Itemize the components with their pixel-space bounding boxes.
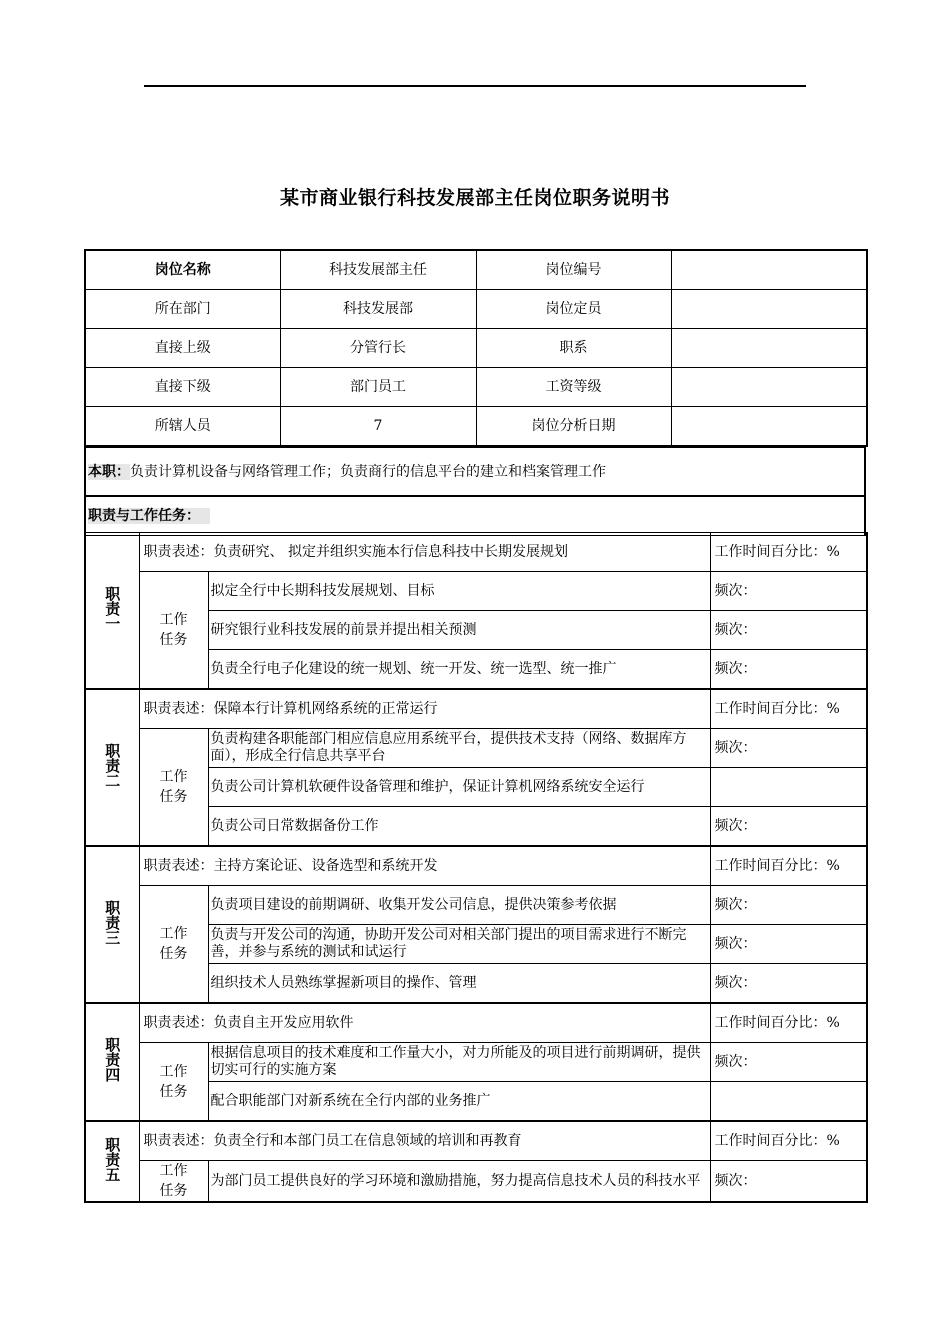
info-label: 职系 xyxy=(476,329,671,368)
task-label: 工作任务 xyxy=(139,886,208,1004)
info-label: 所辖人员 xyxy=(85,407,280,447)
duty-description-row xyxy=(85,1003,867,1043)
frequency[interactable]: 频次： xyxy=(710,729,867,768)
duty-summary-text: 负责计算机设备与网络管理工作；负责商行的信息平台的建立和档案管理工作 xyxy=(130,463,606,480)
info-value: 科技发展部 xyxy=(280,290,476,329)
duties-header: 职责与工作任务： xyxy=(85,497,865,536)
task-text: 负责项目建设的前期调研、收集开发公司信息，提供决策参考依据 xyxy=(208,886,710,925)
duty-name: 职责五 xyxy=(85,1121,139,1202)
task-text: 负责构建各职能部门相应信息应用系统平台，提供技术支持（网络、数据库方面），形成全行信息共享平台 xyxy=(208,729,710,768)
info-value[interactable] xyxy=(671,329,867,368)
duty-description-row xyxy=(85,1121,867,1161)
frequency[interactable] xyxy=(710,768,867,807)
duty-summary xyxy=(85,448,865,497)
duty-name: 职责三 xyxy=(85,846,139,1003)
info-value: 部门员工 xyxy=(280,368,476,407)
time-percentage[interactable]: 工作时间百分比：% xyxy=(710,533,867,572)
task-row xyxy=(85,886,867,925)
info-value[interactable] xyxy=(671,250,867,290)
duty-description: 职责表述：负责全行和本部门员工在信息领域的培训和再教育 xyxy=(139,1121,710,1161)
task-row xyxy=(85,572,867,611)
frequency[interactable]: 频次： xyxy=(710,886,867,925)
task-label: 工作任务 xyxy=(139,1161,208,1203)
duty-description: 职责表述：主持方案论证、设备选型和系统开发 xyxy=(139,846,710,886)
task-text: 负责全行电子化建设的统一规划、统一开发、统一选型、统一推广 xyxy=(208,650,710,690)
info-value: 7 xyxy=(280,407,476,447)
task-text: 组织技术人员熟练掌握新项目的操作、管理 xyxy=(208,964,710,1004)
task-label: 工作任务 xyxy=(139,572,208,690)
info-value[interactable] xyxy=(671,368,867,407)
info-row xyxy=(85,368,867,407)
info-value: 分管行长 xyxy=(280,329,476,368)
info-row xyxy=(85,290,867,329)
duty-description-row xyxy=(85,846,867,886)
info-row xyxy=(85,250,867,290)
duty-name: 职责二 xyxy=(85,689,139,846)
time-percentage[interactable]: 工作时间百分比：% xyxy=(710,1003,867,1043)
task-text: 为部门员工提供良好的学习环境和激励措施，努力提高信息技术人员的科技水平 xyxy=(208,1161,710,1203)
info-label: 所在部门 xyxy=(85,290,280,329)
duty-description: 职责表述：负责研究、 拟定并组织实施本行信息科技中长期发展规划 xyxy=(139,533,710,572)
frequency[interactable]: 频次： xyxy=(710,807,867,847)
duty-description-row xyxy=(85,533,867,572)
frequency[interactable] xyxy=(710,1082,867,1122)
frequency[interactable]: 频次： xyxy=(710,1161,867,1203)
task-label: 工作任务 xyxy=(139,1043,208,1122)
task-row xyxy=(85,729,867,768)
basic-info-table xyxy=(84,249,868,447)
info-label: 工资等级 xyxy=(476,368,671,407)
duty-description: 职责表述：保障本行计算机网络系统的正常运行 xyxy=(139,689,710,729)
info-label: 岗位编号 xyxy=(476,250,671,290)
task-text: 根据信息项目的技术难度和工作量大小，对力所能及的项目进行前期调研，提供切实可行的实施方案 xyxy=(208,1043,710,1082)
frequency[interactable]: 频次： xyxy=(710,611,867,650)
info-label: 直接上级 xyxy=(85,329,280,368)
info-value[interactable] xyxy=(671,290,867,329)
frequency[interactable]: 频次： xyxy=(710,650,867,690)
duty-summary-label: 本职： xyxy=(88,463,130,480)
duties-table xyxy=(84,532,868,1203)
task-text: 负责公司计算机软硬件设备管理和维护，保证计算机网络系统安全运行 xyxy=(208,768,710,807)
duty-name: 职责一 xyxy=(85,533,139,690)
frequency[interactable]: 频次： xyxy=(710,925,867,964)
task-text: 研究银行业科技发展的前景并提出相关预测 xyxy=(208,611,710,650)
info-row xyxy=(85,407,867,447)
frequency[interactable]: 频次： xyxy=(710,572,867,611)
info-row xyxy=(85,329,867,368)
time-percentage[interactable]: 工作时间百分比：% xyxy=(710,846,867,886)
task-text: 负责公司日常数据备份工作 xyxy=(208,807,710,847)
info-label: 直接下级 xyxy=(85,368,280,407)
task-text: 拟定全行中长期科技发展规划、目标 xyxy=(208,572,710,611)
duty-description: 职责表述：负责自主开发应用软件 xyxy=(139,1003,710,1043)
info-label: 岗位名称 xyxy=(85,250,280,290)
info-value: 科技发展部主任 xyxy=(280,250,476,290)
duty-name: 职责四 xyxy=(85,1003,139,1121)
time-percentage[interactable]: 工作时间百分比：% xyxy=(710,1121,867,1161)
task-row xyxy=(85,1043,867,1082)
info-label: 岗位定员 xyxy=(476,290,671,329)
task-label: 工作任务 xyxy=(139,729,208,847)
duty-summary-table xyxy=(84,447,866,497)
task-row xyxy=(85,1161,867,1203)
header-rule xyxy=(144,85,806,87)
duty-description-row xyxy=(85,689,867,729)
frequency[interactable]: 频次： xyxy=(710,1043,867,1082)
frequency[interactable]: 频次： xyxy=(710,964,867,1004)
info-value[interactable] xyxy=(671,407,867,447)
document-title: 某市商业银行科技发展部主任岗位职务说明书 xyxy=(279,187,670,209)
time-percentage[interactable]: 工作时间百分比：% xyxy=(710,689,867,729)
task-text: 配合职能部门对新系统在全行内部的业务推广 xyxy=(208,1082,710,1122)
task-text: 负责与开发公司的沟通，协助开发公司对相关部门提出的项目需求进行不断完善，并参与系统的测试和试运行 xyxy=(208,925,710,964)
duties-header-table xyxy=(84,496,866,536)
info-label: 岗位分析日期 xyxy=(476,407,671,447)
